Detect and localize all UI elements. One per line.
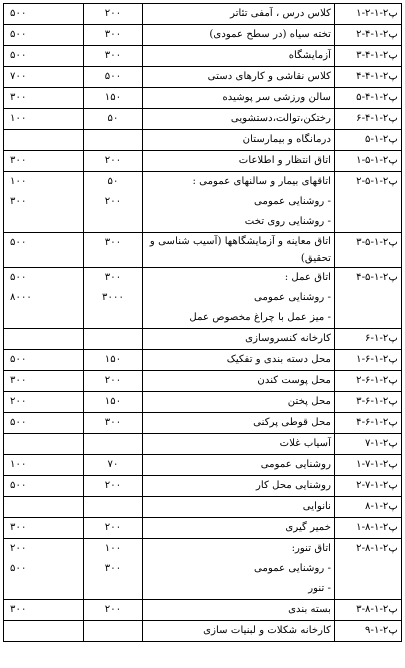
table-row	[4, 497, 402, 518]
illuminance-recommended	[4, 268, 84, 329]
space-description-line: بسته بندی	[288, 604, 331, 615]
illuminance-recommended-line: ۵۰۰	[10, 480, 27, 491]
illuminance-recommended	[4, 392, 84, 413]
illuminance-recommended-line: ۳۰۰	[10, 92, 27, 103]
space-description	[143, 413, 335, 434]
table-row	[4, 476, 402, 497]
table-row	[4, 518, 402, 539]
illuminance-min	[84, 455, 143, 476]
illuminance-min	[84, 476, 143, 497]
space-description	[143, 497, 335, 518]
illuminance-recommended	[4, 434, 84, 455]
illuminance-min	[84, 371, 143, 392]
illuminance-recommended-line: ۸۰۰۰	[10, 292, 32, 303]
illuminance-min-line: ۵۰	[107, 113, 119, 124]
illuminance-min-line	[87, 621, 139, 641]
table-row	[4, 151, 402, 172]
space-description	[143, 109, 335, 130]
illuminance-recommended	[4, 371, 84, 392]
space-description	[143, 151, 335, 172]
space-description-line: - روشنایی عمومی	[254, 196, 331, 207]
space-description-line: محل دسته بندی و تفکیک	[226, 354, 331, 365]
illuminance-recommended-line	[10, 329, 80, 349]
table-row	[4, 329, 402, 350]
section-code: پ۲-۱-۷	[335, 434, 402, 455]
illuminance-recommended	[4, 539, 84, 600]
space-description	[143, 434, 335, 455]
section-code: پ۲-۱-۴-۳	[335, 46, 402, 67]
illuminance-recommended	[4, 455, 84, 476]
space-description-line: روشنایی عمومی	[260, 459, 331, 470]
illuminance-min	[84, 151, 143, 172]
section-code: پ۲-۱-۴-۵	[335, 88, 402, 109]
table-row	[4, 539, 402, 600]
illuminance-min	[84, 233, 143, 268]
space-description	[143, 46, 335, 67]
section-code: پ۲-۱-۵-۳	[335, 233, 402, 268]
section-code: پ۲-۱-۹	[335, 621, 402, 642]
illuminance-min-line	[87, 130, 139, 150]
space-description	[143, 67, 335, 88]
section-code: پ۲-۱-۶-۳	[335, 392, 402, 413]
space-description	[143, 371, 335, 392]
illuminance-min-line	[87, 212, 139, 232]
illuminance-recommended-line: ۷۰۰	[10, 71, 27, 82]
illuminance-recommended	[4, 497, 84, 518]
space-description	[143, 392, 335, 413]
illuminance-recommended-line: ۵۰۰	[10, 272, 27, 283]
illuminance-min-line: ۳۰۰	[104, 417, 122, 428]
space-description-line: کارخانه شکلات و لبنیات سازی	[203, 625, 331, 636]
space-description-line: - تنور	[308, 583, 331, 594]
space-description	[143, 130, 335, 151]
illuminance-recommended-line: ۵۰۰	[10, 29, 27, 40]
illuminance-min-line: ۱۵۰	[104, 92, 122, 103]
illuminance-recommended-line: ۵۰۰	[10, 354, 27, 365]
illuminance-recommended-line	[10, 212, 80, 232]
illuminance-min-line: ۱۰۰	[104, 543, 122, 554]
table-body	[4, 4, 402, 642]
illuminance-min-line: ۱۵۰	[104, 396, 122, 407]
illuminance-min-line	[87, 579, 139, 599]
illuminance-recommended-line: ۱۰۰	[10, 459, 27, 470]
illuminance-recommended	[4, 350, 84, 371]
section-code: پ۲-۱-۸-۲	[335, 539, 402, 600]
space-description-line: اتاق تنور:	[291, 543, 331, 554]
table-row	[4, 371, 402, 392]
illuminance-min	[84, 600, 143, 621]
illuminance-min-line: ۳۰۰	[104, 50, 122, 61]
table-row	[4, 455, 402, 476]
illuminance-min	[84, 4, 143, 25]
space-description	[143, 621, 335, 642]
illuminance-min	[84, 329, 143, 350]
table-row	[4, 233, 402, 268]
space-description-line: - روشنایی عمومی	[254, 563, 331, 574]
section-code: پ۲-۱-۵-۴	[335, 268, 402, 329]
illuminance-min-line: ۲۰۰	[104, 480, 122, 491]
table-row	[4, 109, 402, 130]
illuminance-recommended	[4, 476, 84, 497]
illuminance-recommended	[4, 25, 84, 46]
illuminance-min	[84, 88, 143, 109]
illuminance-recommended-line	[10, 579, 80, 599]
table-row	[4, 46, 402, 67]
space-description	[143, 350, 335, 371]
illuminance-recommended-line: ۳۰۰	[10, 604, 27, 615]
illuminance-recommended-line: ۲۰۰	[10, 543, 27, 554]
illuminance-min-line	[87, 497, 139, 517]
illuminance-min-line	[87, 434, 139, 454]
space-description-line: سالن ورزشی سر پوشیده	[222, 92, 331, 103]
illuminance-recommended-line	[10, 308, 80, 328]
illuminance-recommended	[4, 413, 84, 434]
table-row	[4, 434, 402, 455]
illuminance-min-line: ۲۰۰	[104, 155, 122, 166]
illuminance-recommended-line: ۵۰۰	[10, 8, 27, 19]
illuminance-min	[84, 109, 143, 130]
illuminance-recommended	[4, 67, 84, 88]
table-row	[4, 172, 402, 233]
space-description-line: محل قوطی پرکنی	[253, 417, 331, 428]
illuminance-min-line: ۲۰۰	[104, 522, 122, 533]
space-description	[143, 233, 335, 268]
table-row	[4, 25, 402, 46]
space-description-line: روشنایی محل کار	[256, 480, 331, 491]
illuminance-recommended-line	[10, 130, 80, 150]
illuminance-min	[84, 130, 143, 151]
illuminance-recommended-line: ۵۰۰	[10, 417, 27, 428]
illuminance-recommended-line: ۱۰۰	[10, 176, 27, 187]
illuminance-min	[84, 539, 143, 600]
space-description-line: اتاق معاینه و آزمایشگاهها (آسیب شناسی و تحقیق)	[149, 236, 331, 264]
illuminance-min-line: ۱۵۰	[104, 354, 122, 365]
illuminance-min	[84, 172, 143, 233]
section-code: پ۲-۱-۶-۴	[335, 413, 402, 434]
table-row	[4, 67, 402, 88]
table-row	[4, 392, 402, 413]
illuminance-recommended	[4, 518, 84, 539]
space-description-line: اتاق عمل :	[284, 272, 331, 283]
space-description-line: نانوایی	[302, 501, 331, 512]
table-row	[4, 130, 402, 151]
illuminance-recommended-line	[10, 497, 80, 517]
illuminance-recommended-line: ۳۰۰	[10, 196, 27, 207]
illuminance-recommended-line: ۲۰۰	[10, 396, 27, 407]
section-code: پ۲-۱-۸-۱	[335, 518, 402, 539]
illuminance-min	[84, 392, 143, 413]
illuminance-recommended-line	[10, 434, 80, 454]
section-code: پ۲-۱-۸-۳	[335, 600, 402, 621]
space-description-line: - روشنایی روی تخت	[244, 216, 331, 227]
space-description	[143, 4, 335, 25]
space-description	[143, 539, 335, 600]
space-description-line: کارخانه کنسروسازی	[245, 333, 331, 344]
illuminance-recommended-line: ۳۰۰	[10, 522, 27, 533]
illuminance-recommended	[4, 621, 84, 642]
illuminance-min-line: ۲۰۰	[104, 196, 122, 207]
section-code: پ۲-۱-۶-۲	[335, 371, 402, 392]
illuminance-recommended	[4, 329, 84, 350]
space-description-line: محل پختن	[287, 396, 331, 407]
table-row	[4, 88, 402, 109]
section-code: پ۲-۱-۷-۱	[335, 455, 402, 476]
illuminance-recommended	[4, 130, 84, 151]
space-description-line: آزمایشگاه	[288, 50, 331, 61]
illuminance-min-line: ۵۰۰	[104, 71, 122, 82]
table-row	[4, 350, 402, 371]
illuminance-min-line: ۲۰۰	[104, 8, 122, 19]
illuminance-recommended	[4, 109, 84, 130]
space-description-line: رختکن،توالت،دستشویی	[230, 113, 331, 124]
section-code: پ۲-۱-۲-۱	[335, 4, 402, 25]
table-row	[4, 4, 402, 25]
illuminance-recommended	[4, 600, 84, 621]
section-code: پ۲-۱-۴-۴	[335, 67, 402, 88]
illuminance-min	[84, 25, 143, 46]
illuminance-recommended	[4, 172, 84, 233]
section-code: پ۲-۱-۶	[335, 329, 402, 350]
illuminance-min	[84, 67, 143, 88]
illuminance-recommended-line: ۵۰۰	[10, 50, 27, 61]
table-row	[4, 600, 402, 621]
space-description	[143, 25, 335, 46]
space-description	[143, 600, 335, 621]
illuminance-min-line: ۳۰۰	[104, 237, 122, 248]
illuminance-min	[84, 413, 143, 434]
illuminance-recommended	[4, 88, 84, 109]
illuminance-min-line: ۳۰۰	[104, 29, 122, 40]
space-description-line: درمانگاه و بیمارستان	[242, 134, 331, 145]
illuminance-min	[84, 268, 143, 329]
illuminance-recommended	[4, 233, 84, 268]
illuminance-min	[84, 350, 143, 371]
illuminance-recommended	[4, 46, 84, 67]
illuminance-min-line: ۵۰	[107, 176, 119, 187]
space-description-line: اتاق انتظار و اطلاعات	[238, 155, 331, 166]
space-description-line: محل پوست کندن	[257, 375, 331, 386]
illuminance-recommended-line: ۳۰۰	[10, 375, 27, 386]
illuminance-min-line	[87, 329, 139, 349]
illuminance-recommended-line: ۱۰۰	[10, 113, 27, 124]
space-description-line: آسیاب غلات	[279, 438, 331, 449]
illuminance-recommended-line: ۵۰۰	[10, 563, 27, 574]
illuminance-min-line: ۳۰۰۰	[102, 292, 124, 303]
illuminance-recommended-line: ۵۰۰	[10, 237, 27, 248]
table-row	[4, 621, 402, 642]
illuminance-min	[84, 621, 143, 642]
space-description	[143, 268, 335, 329]
illuminance-min	[84, 518, 143, 539]
illuminance-recommended-line: ۳۰۰	[10, 155, 27, 166]
space-description	[143, 476, 335, 497]
illuminance-min-line: ۲۰۰	[104, 375, 122, 386]
illuminance-min-line: ۲۰۰	[104, 604, 122, 615]
space-description-line: اتاقهای بیمار و سالنهای عمومی :	[192, 176, 331, 187]
space-description	[143, 518, 335, 539]
illuminance-min	[84, 46, 143, 67]
illuminance-table	[3, 3, 402, 642]
illuminance-min-line: ۳۰۰	[104, 563, 122, 574]
space-description-line: کلاس نقاشی و کارهای دستی	[207, 71, 331, 82]
space-description	[143, 455, 335, 476]
table-row	[4, 413, 402, 434]
section-code: پ۲-۱-۵-۲	[335, 172, 402, 233]
space-description-line: - روشنایی عمومی	[254, 292, 331, 303]
table-row	[4, 268, 402, 329]
space-description	[143, 88, 335, 109]
section-code: پ۲-۱-۶-۱	[335, 350, 402, 371]
section-code: پ۲-۱-۵-۱	[335, 151, 402, 172]
illuminance-recommended-line	[10, 621, 80, 641]
space-description	[143, 172, 335, 233]
space-description-line: کلاس درس ، آمفی تئاتر	[230, 8, 331, 19]
section-code: پ۲-۱-۴-۶	[335, 109, 402, 130]
illuminance-min	[84, 497, 143, 518]
space-description	[143, 329, 335, 350]
space-description-line: تخته سیاه (در سطح عمودی)	[209, 29, 331, 40]
illuminance-min-line	[87, 308, 139, 328]
space-description-line: - میز عمل با چراغ مخصوص عمل	[189, 312, 331, 323]
section-code: پ۲-۱-۵	[335, 130, 402, 151]
illuminance-min-line: ۳۰۰	[104, 272, 122, 283]
illuminance-recommended	[4, 4, 84, 25]
section-code: پ۲-۱-۸	[335, 497, 402, 518]
illuminance-recommended	[4, 151, 84, 172]
section-code: پ۲-۱-۴-۲	[335, 25, 402, 46]
illuminance-min	[84, 434, 143, 455]
illuminance-min-line: ۷۰	[107, 459, 119, 470]
space-description-line: خمیر گیری	[285, 522, 331, 533]
section-code: پ۲-۱-۷-۲	[335, 476, 402, 497]
